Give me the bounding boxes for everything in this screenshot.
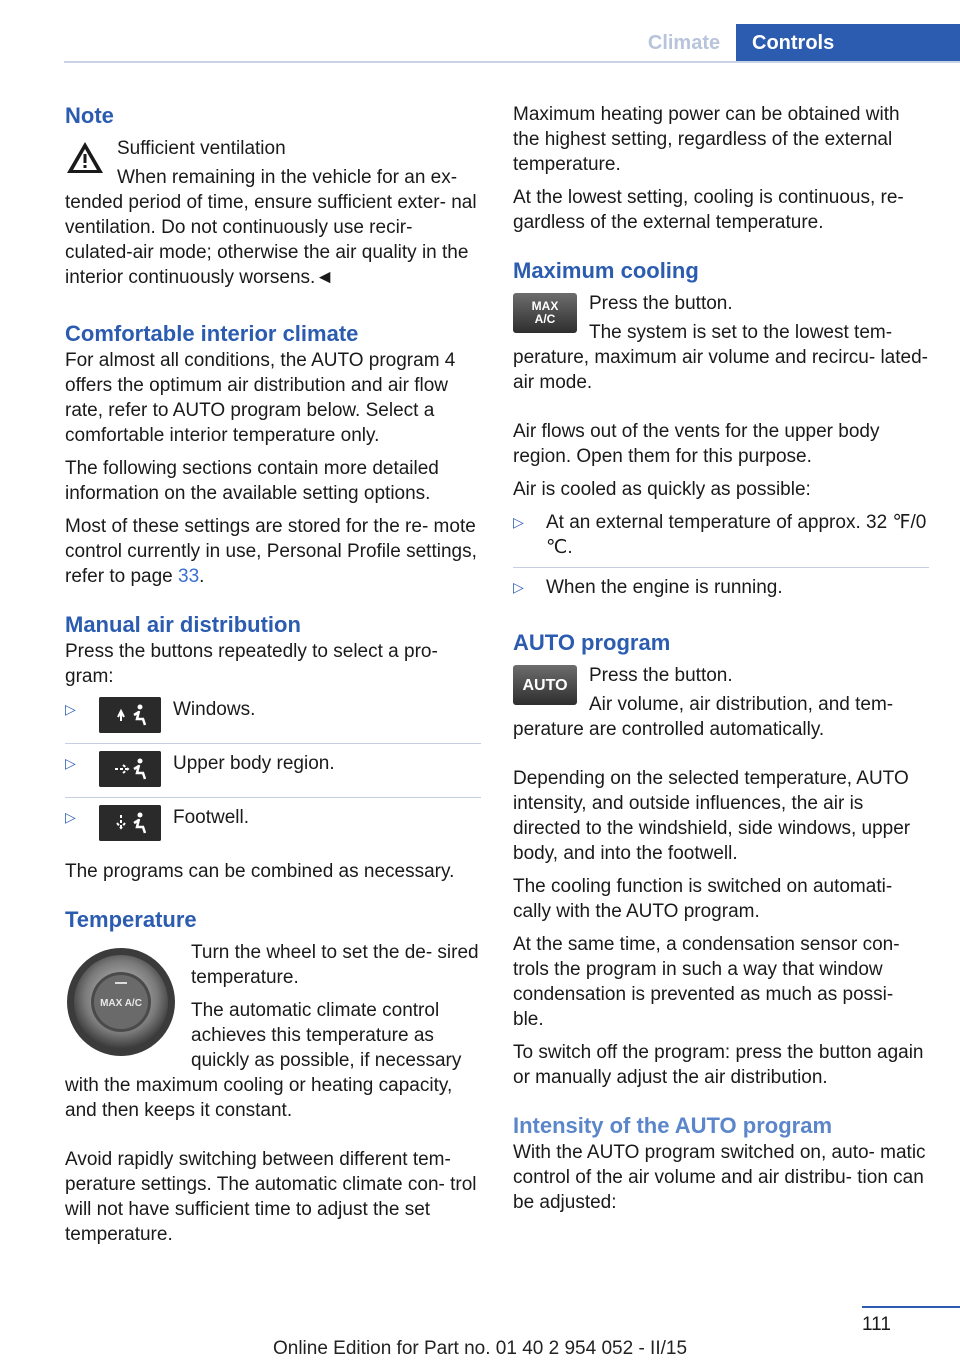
edition-footer: Online Edition for Part no. 01 40 2 954 052 - II/15	[272, 1338, 688, 1359]
temperature-p2: The automatic climate control achieves this temperature as quickly as possible, if necessary with the maximum cooling or heating capacity, and then keeps it constant.	[65, 1000, 462, 1121]
max-cooling-p2: The system is set to the lowest tem- perature, maximum air volume and recircu- lated-air mode.	[513, 322, 928, 393]
right-column	[513, 102, 929, 1223]
upper-body-label: Upper body region.	[173, 753, 335, 774]
auto-p1: Press the button.	[589, 665, 733, 686]
auto-p6: To switch off the program: press the button again or manually adjust the air distribution.	[513, 1042, 924, 1088]
page-ref-link[interactable]: 33	[178, 566, 200, 587]
comfortable-section	[65, 320, 481, 589]
max-cooling-p1: Press the button.	[589, 293, 733, 314]
triangle-bullet-icon: ▷	[65, 755, 76, 771]
warning-triangle-icon	[65, 140, 105, 176]
list-item	[513, 510, 929, 568]
cooling-conditions-list	[513, 510, 929, 607]
comfortable-p2: The following sections contain more detailed information on the available setting options.	[65, 458, 439, 504]
header-section: Climate	[647, 32, 721, 54]
max-ac-line1: MAX	[531, 299, 559, 313]
temperature-p1: Turn the wheel to set the de- sired temperature.	[191, 942, 479, 988]
heating-p1: Maximum heating power can be obtained with the highest setting, regardless of the external temperature.	[513, 104, 900, 175]
manual-outro: The programs can be combined as necessary.	[65, 861, 455, 882]
left-column	[65, 102, 481, 1255]
max-ac-line2: A/C	[534, 312, 556, 326]
comfortable-p1: For almost all conditions, the AUTO program 4 offers the optimum air distribution and air flow rate, refer to AUTO program below. Select a comfortable interior temperature only.	[65, 350, 456, 446]
intensity-section	[513, 1112, 929, 1215]
comfortable-heading: Comfortable interior climate	[65, 321, 359, 346]
temperature-p3: Avoid rapidly switching between different tem- perature settings. The automatic climate con- trol will not have sufficient time to adjust the set temperature.	[65, 1149, 477, 1245]
auto-program-section	[513, 629, 929, 1090]
header-chapter: Controls	[736, 24, 960, 63]
auto-button-label: AUTO	[522, 676, 568, 694]
upper-body-airflow-button-icon	[99, 751, 161, 787]
condition-label: At an external temperature of approx. 32 ℉/0 ℃.	[546, 512, 927, 558]
auto-p2: Air volume, air distribution, and tem- perature are controlled automatically.	[513, 694, 894, 740]
triangle-bullet-icon: ▷	[513, 579, 524, 595]
comfortable-p3-text: Most of these settings are stored for the re- mote control currently in use, Personal Profile settings, refer to page	[65, 516, 477, 587]
auto-p3: Depending on the selected temperature, AUTO intensity, and outside influences, the air is directed to the windshield, side windows, upper body, and into the footwell.	[513, 768, 911, 864]
note-heading: Note	[65, 103, 114, 128]
max-cooling-p3: Air flows out of the vents for the upper body region. Open them for this purpose.	[513, 421, 880, 467]
page-number: 111	[862, 1314, 891, 1335]
footwell-airflow-button-icon	[99, 805, 161, 841]
max-ac-button-icon	[513, 293, 577, 333]
footwell-label: Footwell.	[173, 807, 250, 828]
triangle-bullet-icon: ▷	[513, 514, 524, 530]
max-cooling-p4: Air is cooled as quickly as possible:	[513, 479, 811, 500]
comfortable-p3	[65, 514, 481, 589]
auto-p5: At the same time, a condensation sensor con- trols the program in such a way that window condensation is prevented as much as possi- ble.	[513, 934, 900, 1030]
triangle-bullet-icon: ▷	[65, 701, 76, 717]
auto-program-heading: AUTO program	[513, 630, 671, 655]
windows-airflow-button-icon	[99, 697, 161, 733]
list-item	[65, 805, 481, 851]
manual-heading: Manual air distribution	[65, 612, 301, 637]
triangle-bullet-icon: ▷	[65, 809, 76, 825]
auto-p4: The cooling function is switched on automati- cally with the AUTO program.	[513, 876, 893, 922]
temperature-wheel-image	[65, 946, 177, 1058]
windows-label: Windows.	[173, 699, 256, 720]
knob-label: MAX A/C	[100, 998, 142, 1009]
intensity-heading: Intensity of the AUTO program	[513, 1113, 833, 1138]
max-cooling-section	[513, 257, 929, 607]
heating-p2: At the lowest setting, cooling is continuous, re- gardless of the external temperature.	[513, 187, 904, 233]
list-item	[65, 697, 481, 744]
max-cooling-heading: Maximum cooling	[513, 258, 699, 283]
note-section	[65, 102, 481, 298]
manual-air-section	[65, 611, 481, 884]
temperature-section	[65, 906, 481, 1247]
note-title: Sufficient ventilation	[117, 138, 286, 159]
condition-label: When the engine is running.	[546, 577, 783, 598]
intensity-p1: With the AUTO program switched on, auto- matic control of the air volume and air distribu- tion can be adjusted:	[513, 1142, 926, 1213]
temperature-heading: Temperature	[65, 907, 197, 932]
note-text: When remaining in the vehicle for an ex- tended period of time, ensure sufficient exter- nal ventilation. Do not continuously use recir- culated-air mode; otherwise the air quality in the interior continuously worsens.◄	[65, 167, 477, 288]
comfortable-p3-end: .	[199, 566, 205, 587]
footer-rule	[862, 1306, 960, 1308]
list-item	[513, 575, 929, 607]
auto-button-icon	[513, 665, 577, 705]
air-distribution-list	[65, 697, 481, 851]
list-item	[65, 751, 481, 798]
header-rule	[64, 61, 960, 63]
manual-intro: Press the buttons repeatedly to select a pro- gram:	[65, 641, 438, 687]
